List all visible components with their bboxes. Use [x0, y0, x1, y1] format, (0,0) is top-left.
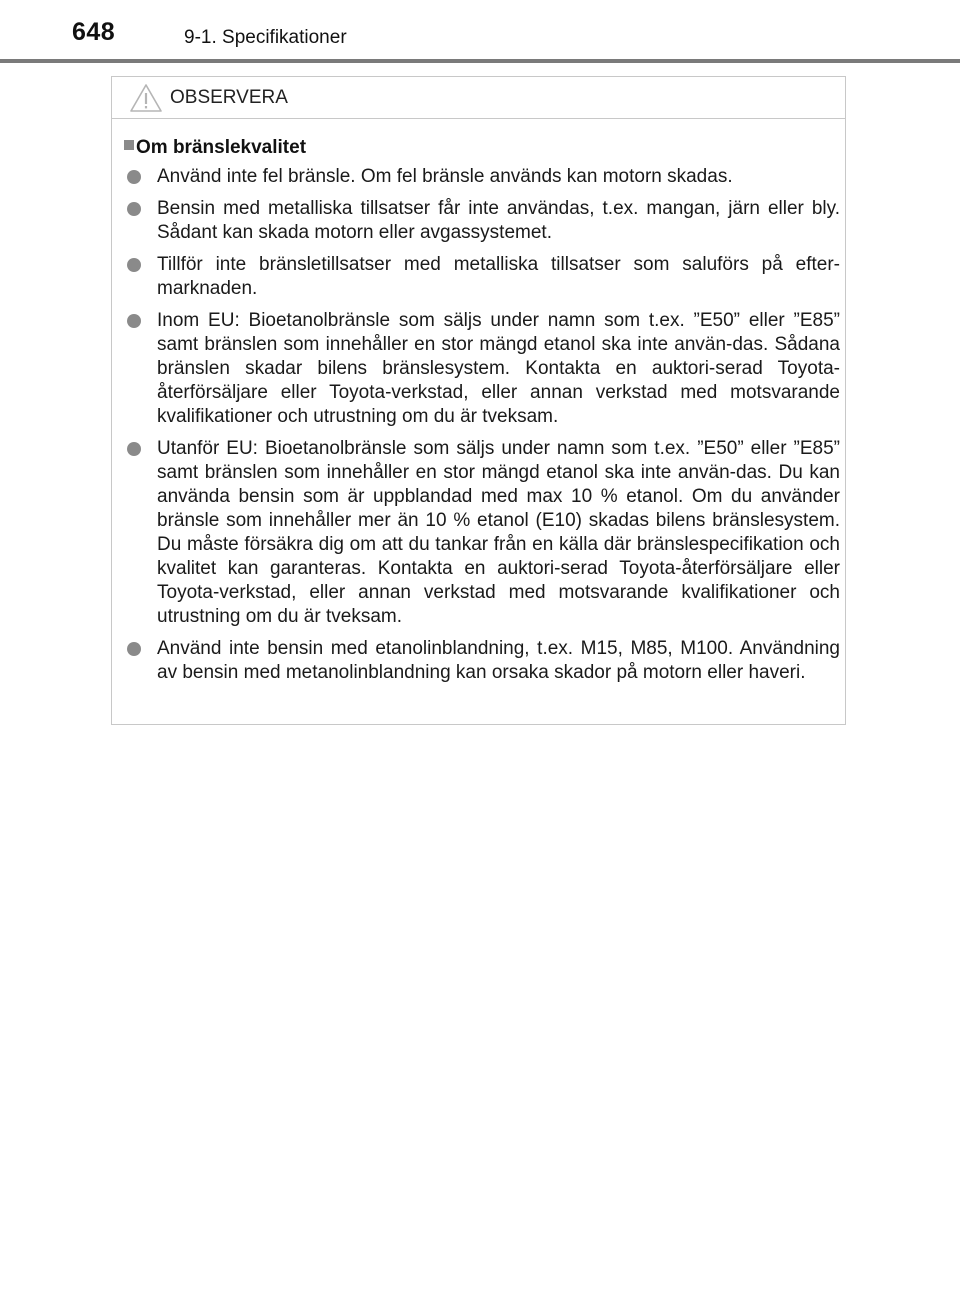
bullet-dot-icon [127, 642, 141, 656]
list-item-text: Bensin med metalliska tillsatser får inte användas, t.ex. mangan, järn eller bly. Sådant kan skada motorn eller avgassystemet. [157, 198, 840, 243]
list-item [126, 253, 840, 301]
list-item-text: Utanför EU: Bioetanolbränsle som säljs under namn som t.ex. ”E50” eller ”E85” samt bränslen som innehåller en stor mängd etanol ska inte använ-das. Du kan använda bensin som är uppblandad med max 10 % etanol. Om du använder bränsle som innehåller mer än 10 % etanol (E10) skadas bilens bränslesystem. Du måste försäkra dig om att du tankar från en källa där bränslespecifikation och kvalitet kan garanteras. Kontakta en auktori-serad Toyota-återförsäljare eller Toyota-verkstad, eller annan verkstad med motsvarande kvalifikationer och utrustning om du är tveksam. [157, 438, 840, 627]
list-item-text: Använd inte bensin med etanolinblandning, t.ex. M15, M85, M100. Användning av bensin med metanolinblandning kan orsaka skador på motorn eller haveri. [157, 638, 840, 683]
subsection-title: Om bränslekvalitet [136, 137, 307, 158]
page-header [0, 0, 960, 62]
list-item-text: Använd inte fel bränsle. Om fel bränsle används kan motorn skadas. [157, 166, 733, 187]
page-number: 648 [72, 18, 116, 46]
header-divider [0, 59, 960, 63]
list-item [126, 309, 840, 429]
section-title: 9-1. Specifikationer [184, 27, 347, 48]
list-item-text: Inom EU: Bioetanolbränsle som säljs under namn som t.ex. ”E50” eller ”E85” samt bränslen som innehåller en stor mängd etanol ska inte använ-das. Sådana bränslen skadar bilens bränslesystem. Kontakta en auktori-serad Toyota-återförsäljare eller Toyota-verkstad, eller annan verkstad med motsvarande kvalifikationer och utrustning om du är tveksam. [157, 310, 840, 427]
caution-list [126, 165, 840, 693]
bullet-dot-icon [127, 170, 141, 184]
list-item [126, 637, 840, 685]
list-item [126, 437, 840, 629]
list-item [126, 197, 840, 245]
bullet-dot-icon [127, 258, 141, 272]
caution-box [111, 76, 846, 725]
caution-header [112, 77, 845, 119]
bullet-dot-icon [127, 202, 141, 216]
bullet-dot-icon [127, 314, 141, 328]
list-item-text: Tillför inte bränsletillsatser med metalliska tillsatser som saluförs på efter-marknaden. [157, 254, 840, 299]
list-item [126, 165, 840, 189]
square-bullet-icon [124, 140, 134, 150]
warning-triangle-icon [129, 83, 163, 113]
caution-label: OBSERVERA [170, 87, 288, 108]
bullet-dot-icon [127, 442, 141, 456]
